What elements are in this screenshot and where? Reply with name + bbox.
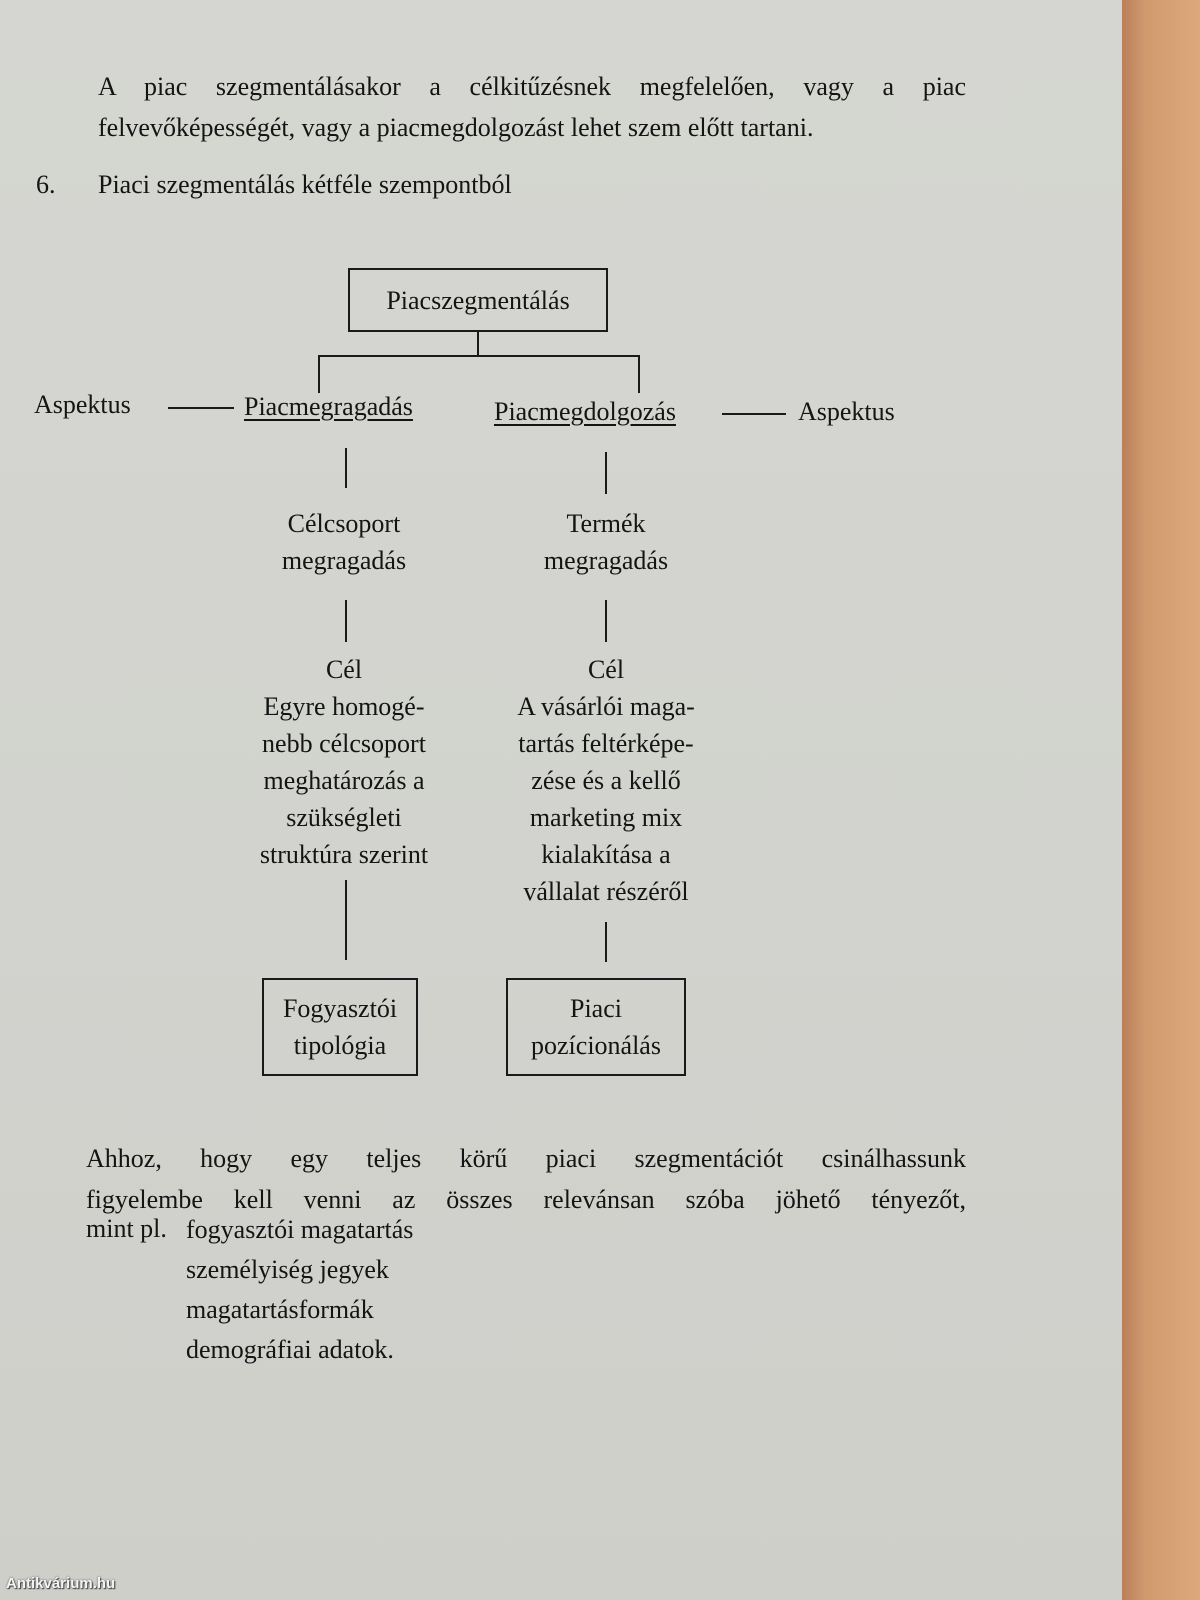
right-goal [460, 651, 752, 910]
right-step-line: megragadás [543, 546, 669, 575]
list-item: fogyasztói magatartás [186, 1215, 414, 1244]
right-connector-3 [605, 922, 607, 962]
left-step-line: megragadás [281, 546, 407, 575]
left-connector-1 [345, 448, 347, 488]
section-number: 6. [36, 170, 56, 199]
right-branch-line [638, 355, 640, 393]
right-goal-line: tartás feltérképe- [518, 729, 694, 758]
root-stem-line [477, 332, 479, 356]
left-goal-line: nebb célcsoport [262, 729, 426, 758]
watermark: Antikvárium.hu [6, 1575, 116, 1592]
intro-line: felvevőképességét, vagy a piacmegdolgozást lehet szem előtt tartani. [98, 113, 814, 142]
right-goal-title: Cél [587, 655, 625, 684]
left-heading: Piacmegragadás [244, 392, 413, 421]
left-result-line: tipológia [293, 1031, 387, 1060]
left-goal-line: szükségleti [286, 803, 402, 832]
closing-line: Ahhoz, hogy egy teljes körű piaci szegmentációt csinálhassunk [86, 1144, 966, 1173]
section-title: Piaci szegmentálás kétféle szempontból [98, 170, 512, 199]
closing-line: figyelembe kell venni az összes relevánsan szóba jöhető tényezőt, [86, 1185, 966, 1214]
right-connector-1 [605, 452, 607, 494]
left-goal-line: struktúra szerint [259, 840, 429, 869]
root-box [348, 268, 608, 332]
factor-list [186, 1210, 413, 1370]
left-step-line: Célcsoport [287, 509, 401, 538]
right-step-line: Termék [566, 509, 646, 538]
left-goal-line: meghatározás a [263, 766, 425, 795]
closing-paragraph [86, 1138, 966, 1220]
left-connector-2 [345, 600, 347, 642]
right-result-box [506, 978, 686, 1076]
left-goal-title: Cél [325, 655, 363, 684]
branch-line [318, 355, 640, 357]
right-connector-2 [605, 600, 607, 642]
left-goal-line: Egyre homogé- [263, 692, 425, 721]
right-heading: Piacmegdolgozás [494, 397, 676, 426]
aspect-right-label: Aspektus [798, 397, 895, 426]
right-goal-line: zése és a kellő [531, 766, 681, 795]
right-goal-line: A vásárlói maga- [517, 692, 695, 721]
right-goal-line: kialakítása a [541, 840, 671, 869]
right-goal-line: marketing mix [529, 803, 683, 832]
right-goal-line: vállalat részéről [523, 877, 689, 906]
right-result-line: pozícionálás [531, 1031, 661, 1060]
aspect-right-line [722, 413, 786, 415]
left-step [224, 505, 464, 579]
book-spine-edge [1122, 0, 1200, 1600]
list-item: személyiség jegyek [186, 1255, 389, 1284]
intro-line: A piac szegmentálásakor a célkitűzésnek megfelelően, vagy a piac [98, 72, 966, 101]
right-result-line: Piaci [569, 994, 622, 1023]
right-step [486, 505, 726, 579]
left-connector-3 [345, 880, 347, 960]
left-result-line: Fogyasztói [282, 994, 398, 1023]
root-label: Piacszegmentálás [386, 285, 570, 315]
list-item: demográfiai adatok. [186, 1335, 394, 1364]
left-goal [194, 651, 494, 873]
intro-paragraph [98, 66, 966, 148]
aspect-left-line [168, 407, 234, 409]
left-branch-line [318, 355, 320, 393]
left-result-box [262, 978, 418, 1076]
list-item: magatartásformák [186, 1295, 374, 1324]
aspect-left-label: Aspektus [34, 390, 131, 419]
closing-lead: mint pl. [86, 1214, 167, 1243]
